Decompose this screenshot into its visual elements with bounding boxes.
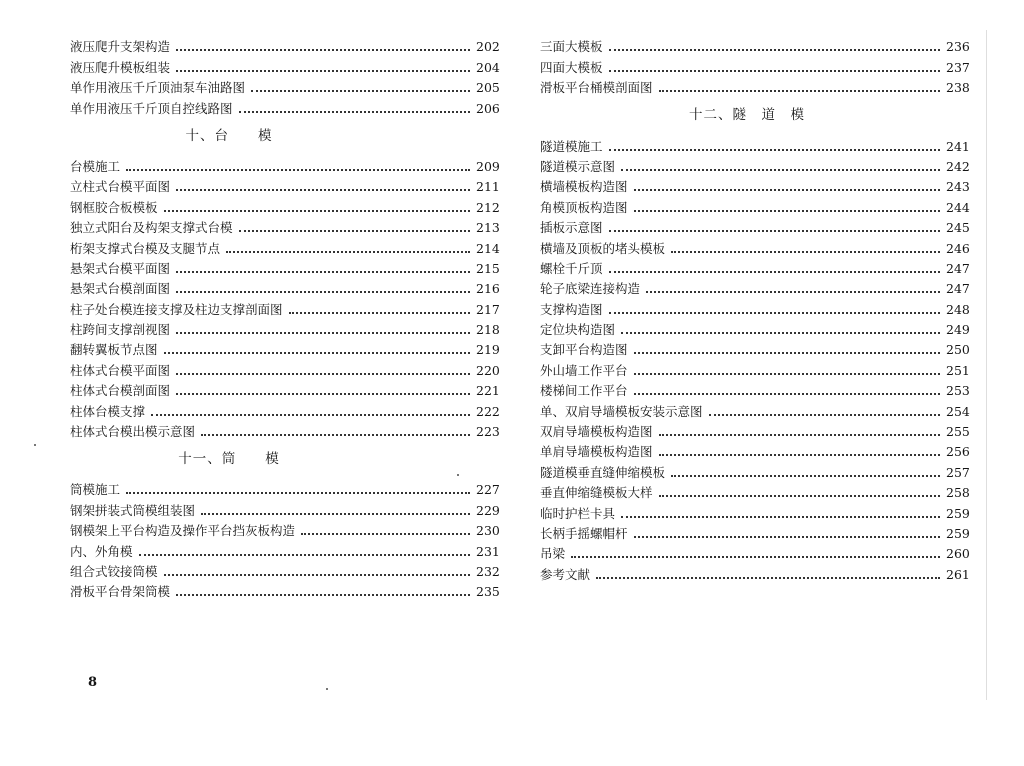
toc-entry [70, 559, 498, 579]
toc-entry-title: 楼梯间工作平台 [540, 383, 628, 399]
toc-entry [540, 54, 968, 74]
toc-dot-leader [176, 393, 470, 395]
toc-entry-title: 吊梁 [540, 546, 566, 562]
toc-entry-title: 柱子处台模连接支撑及柱边支撑剖面图 [70, 301, 283, 317]
toc-entry [540, 378, 968, 398]
toc-entry [70, 337, 498, 357]
toc-dot-leader [176, 291, 470, 293]
toc-entry-page: 227 [476, 482, 500, 498]
toc-entry-title: 钢架拼装式筒模组装图 [70, 502, 196, 518]
toc-entry-page: 229 [476, 502, 500, 518]
toc-entry-page: 231 [476, 543, 500, 559]
toc-entry-page: 261 [946, 566, 970, 582]
toc-entry [540, 75, 968, 95]
toc-entry [540, 439, 968, 459]
toc-entry-title: 隧道模示意图 [540, 158, 616, 174]
toc-dot-leader [571, 556, 940, 558]
toc-entry [70, 357, 498, 377]
toc-entry [540, 521, 968, 541]
toc-dot-leader [634, 373, 940, 375]
toc-entry-title: 柱体式台模剖面图 [70, 383, 171, 399]
toc-dot-leader [709, 414, 940, 416]
toc-dot-leader [634, 536, 940, 538]
toc-dot-leader [126, 169, 470, 171]
toc-entry [540, 34, 968, 54]
toc-entry-page: 246 [946, 240, 970, 256]
toc-entry-page: 250 [946, 342, 970, 358]
toc-dot-leader [659, 434, 940, 436]
toc-entry-title: 插板示意图 [540, 220, 603, 236]
toc-dot-leader [634, 189, 940, 191]
toc-entry-page: 243 [946, 179, 970, 195]
toc-entry [540, 480, 968, 500]
toc-entry [540, 337, 968, 357]
toc-group-right-top [540, 34, 968, 95]
toc-entry-page: 238 [946, 80, 970, 96]
toc-dot-leader [301, 533, 470, 535]
toc-entry-title: 定位块构造图 [540, 322, 616, 338]
toc-entry [540, 276, 968, 296]
toc-entry [70, 215, 498, 235]
toc-entry [540, 398, 968, 418]
toc-entry-title: 液压爬升模板组装 [70, 59, 171, 75]
toc-entry-page: 220 [476, 362, 500, 378]
toc-entry-title: 支撑构造图 [540, 301, 603, 317]
toc-dot-leader [609, 70, 940, 72]
toc-entry-page: 241 [946, 138, 970, 154]
toc-entry [70, 256, 498, 276]
toc-dot-leader [126, 492, 470, 494]
toc-entry-title: 长柄手摇螺帽杆 [540, 525, 628, 541]
toc-entry [70, 174, 498, 194]
toc-dot-leader [609, 49, 940, 51]
toc-entry-title: 临时护栏卡具 [540, 505, 616, 521]
toc-dot-leader [176, 594, 470, 596]
page-number: 8 [88, 675, 98, 690]
toc-entry-title: 柱体式台模平面图 [70, 362, 171, 378]
toc-dot-leader [671, 475, 940, 477]
toc-entry-title: 筒模施工 [70, 482, 121, 498]
toc-dot-leader [151, 414, 470, 416]
toc-entry [540, 561, 968, 581]
toc-entry-page: 223 [476, 424, 500, 440]
toc-dot-leader [609, 271, 940, 273]
toc-entry [540, 296, 968, 316]
toc-entry-page: 222 [476, 403, 500, 419]
toc-entry-page: 259 [946, 525, 970, 541]
toc-entry-page: 213 [476, 220, 500, 236]
toc-entry-title: 桁架支撑式台模及支腿节点 [70, 240, 221, 256]
toc-entry-title: 螺栓千斤顶 [540, 260, 603, 276]
toc-entry-title: 三面大模板 [540, 39, 603, 55]
toc-entry [70, 235, 498, 255]
toc-entry [540, 256, 968, 276]
toc-dot-leader [201, 513, 470, 515]
toc-dot-leader [621, 169, 940, 171]
toc-dot-leader [634, 352, 940, 354]
toc-dot-leader [176, 49, 470, 51]
toc-entry-page: 251 [946, 362, 970, 378]
toc-entry-title: 滑板平台骨架筒模 [70, 584, 171, 600]
toc-entry [70, 419, 498, 439]
toc-dot-leader [634, 210, 940, 212]
toc-entry-title: 钢框胶合板模板 [70, 199, 158, 215]
toc-entry-page: 254 [946, 403, 970, 419]
toc-entry-page: 247 [946, 260, 970, 276]
toc-dot-leader [176, 332, 470, 334]
toc-entry [70, 378, 498, 398]
toc-entry-page: 204 [476, 59, 500, 75]
toc-entry-title: 横墙模板构造图 [540, 179, 628, 195]
scan-speck [457, 474, 459, 476]
toc-entry [70, 518, 498, 538]
toc-entry [70, 276, 498, 296]
section-heading-12: 十二、隧 道 模 [689, 107, 805, 124]
toc-entry [540, 419, 968, 439]
toc-entry [540, 154, 968, 174]
toc-entry-page: 236 [946, 39, 970, 55]
toc-entry-page: 230 [476, 523, 500, 539]
toc-dot-leader [659, 495, 940, 497]
toc-entry-title: 单肩导墙模板构造图 [540, 444, 653, 460]
toc-right-column [540, 34, 968, 582]
toc-dot-leader [164, 352, 470, 354]
toc-entry-page: 259 [946, 505, 970, 521]
toc-dot-leader [634, 393, 940, 395]
toc-dot-leader [176, 373, 470, 375]
toc-dot-leader [289, 312, 470, 314]
toc-entry-title: 参考文献 [540, 566, 591, 582]
toc-entry-title: 隧道模垂直缝伸缩模板 [540, 464, 666, 480]
toc-group-section-11 [70, 477, 498, 599]
toc-entry [540, 317, 968, 337]
toc-entry-title: 单、双肩导墙模板安装示意图 [540, 403, 703, 419]
toc-entry-title: 支卸平台构造图 [540, 342, 628, 358]
toc-entry-page: 253 [946, 383, 970, 399]
toc-group-left-top [70, 34, 498, 116]
toc-entry-title: 滑板平台桶模剖面图 [540, 80, 653, 96]
toc-entry-title: 轮子底梁连接构造 [540, 281, 641, 297]
toc-dot-leader [596, 577, 940, 579]
toc-entry-page: 209 [476, 158, 500, 174]
section-heading-11: 十一、筒 模 [178, 451, 280, 468]
toc-entry-title: 横墙及顶板的堵头模板 [540, 240, 666, 256]
toc-dot-leader [176, 70, 470, 72]
toc-entry [540, 133, 968, 153]
toc-entry-title: 悬架式台模平面图 [70, 260, 171, 276]
toc-entry-title: 垂直伸缩缝模板大样 [540, 485, 653, 501]
toc-entry [540, 459, 968, 479]
toc-entry-page: 211 [476, 179, 500, 195]
toc-dot-leader [659, 454, 940, 456]
toc-entry-page: 218 [476, 322, 500, 338]
toc-entry-title: 单作用液压千斤顶油泵车油路图 [70, 80, 246, 96]
toc-dot-leader [176, 189, 470, 191]
scan-speck [34, 444, 36, 446]
toc-dot-leader [239, 230, 470, 232]
toc-entry-page: 232 [476, 563, 500, 579]
toc-entry [70, 34, 498, 54]
toc-entry-title: 翻转翼板节点图 [70, 342, 158, 358]
toc-entry-page: 245 [946, 220, 970, 236]
section-heading-10: 十、台 模 [185, 127, 273, 144]
toc-entry [70, 54, 498, 74]
toc-entry [70, 497, 498, 517]
toc-dot-leader [164, 210, 470, 212]
toc-entry-title: 角模顶板构造图 [540, 199, 628, 215]
toc-entry-page: 242 [946, 158, 970, 174]
toc-group-section-10 [70, 154, 498, 439]
toc-entry-title: 组合式铰接筒模 [70, 563, 158, 579]
toc-entry-page: 249 [946, 322, 970, 338]
toc-dot-leader [251, 90, 470, 92]
toc-dot-leader [609, 312, 940, 314]
toc-entry [540, 194, 968, 214]
toc-entry-page: 247 [946, 281, 970, 297]
toc-entry [540, 174, 968, 194]
toc-entry-title: 钢模架上平台构造及操作平台挡灰板构造 [70, 523, 296, 539]
toc-entry [540, 500, 968, 520]
toc-dot-leader [621, 332, 940, 334]
toc-group-section-12 [540, 133, 968, 582]
toc-entry-title: 柱跨间支撑剖视图 [70, 322, 171, 338]
toc-entry-title: 外山墙工作平台 [540, 362, 628, 378]
toc-dot-leader [139, 554, 470, 556]
toc-entry [540, 541, 968, 561]
toc-dot-leader [646, 291, 940, 293]
toc-entry-page: 219 [476, 342, 500, 358]
toc-entry-page: 258 [946, 485, 970, 501]
scan-speck [326, 688, 328, 690]
page-edge-line [986, 30, 987, 700]
toc-entry-title: 内、外角模 [70, 543, 133, 559]
toc-entry-page: 215 [476, 260, 500, 276]
toc-entry-page: 202 [476, 39, 500, 55]
toc-dot-leader [609, 149, 940, 151]
toc-entry-title: 立柱式台模平面图 [70, 179, 171, 195]
toc-entry-title: 单作用液压千斤顶自控线路图 [70, 100, 233, 116]
toc-entry-page: 214 [476, 240, 500, 256]
toc-entry [70, 154, 498, 174]
toc-entry-page: 256 [946, 444, 970, 460]
toc-entry-page: 244 [946, 199, 970, 215]
toc-entry-page: 221 [476, 383, 500, 399]
toc-entry-title: 悬架式台模剖面图 [70, 281, 171, 297]
toc-left-column [70, 34, 498, 599]
toc-entry-page: 212 [476, 199, 500, 215]
toc-entry [70, 296, 498, 316]
toc-entry [70, 317, 498, 337]
toc-entry-title: 台模施工 [70, 158, 121, 174]
toc-entry [540, 235, 968, 255]
toc-dot-leader [176, 271, 470, 273]
toc-entry [540, 357, 968, 377]
toc-entry [540, 215, 968, 235]
toc-dot-leader [164, 574, 470, 576]
toc-dot-leader [226, 251, 470, 253]
toc-dot-leader [201, 434, 470, 436]
toc-dot-leader [621, 516, 940, 518]
toc-entry-page: 205 [476, 80, 500, 96]
toc-entry-title: 隧道模施工 [540, 138, 603, 154]
toc-entry [70, 477, 498, 497]
toc-entry-title: 四面大模板 [540, 59, 603, 75]
toc-entry [70, 95, 498, 115]
toc-entry [70, 398, 498, 418]
toc-dot-leader [609, 230, 940, 232]
toc-entry [70, 194, 498, 214]
toc-entry-page: 248 [946, 301, 970, 317]
toc-entry-title: 柱体式台模出模示意图 [70, 424, 196, 440]
toc-entry-title: 双肩导墙模板构造图 [540, 424, 653, 440]
toc-entry-page: 216 [476, 281, 500, 297]
toc-entry-page: 206 [476, 100, 500, 116]
toc-entry-title: 柱体台模支撑 [70, 403, 146, 419]
toc-dot-leader [671, 251, 940, 253]
toc-dot-leader [659, 90, 940, 92]
toc-entry-title: 液压爬升支架构造 [70, 39, 171, 55]
toc-entry-page: 237 [946, 59, 970, 75]
toc-entry-page: 260 [946, 546, 970, 562]
toc-entry-page: 257 [946, 464, 970, 480]
toc-entry [70, 579, 498, 599]
toc-entry-page: 217 [476, 301, 500, 317]
toc-entry-page: 255 [946, 424, 970, 440]
toc-entry-title: 独立式阳台及构架支撑式台模 [70, 220, 233, 236]
toc-entry [70, 75, 498, 95]
toc-entry [70, 538, 498, 558]
toc-dot-leader [239, 111, 470, 113]
toc-entry-page: 235 [476, 584, 500, 600]
